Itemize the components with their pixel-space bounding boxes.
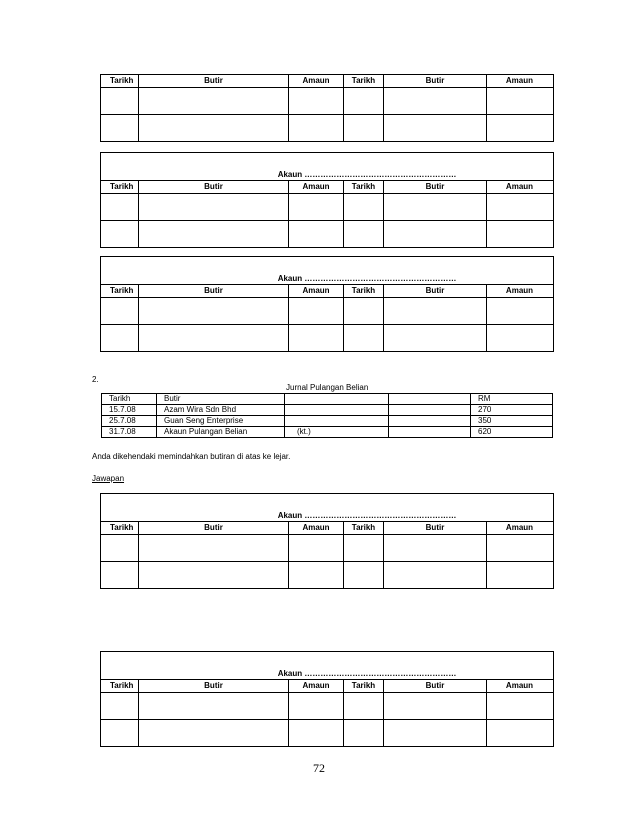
header-tarikh: Tarikh <box>344 181 384 194</box>
journal-cell-tarikh: 25.7.08 <box>102 416 157 427</box>
journal-cell-butir: Guan Seng Enterprise <box>157 416 285 427</box>
journal-cell-rm: 270 <box>471 405 553 416</box>
account-label: Akaun ………………………………………………… <box>277 669 457 678</box>
journal-cell-rm: 620 <box>471 427 553 438</box>
answer-label: Jawapan <box>92 474 125 483</box>
header-tarikh: Tarikh <box>101 522 139 535</box>
header-butir: Butir <box>139 522 289 535</box>
header-butir: Butir <box>139 285 289 298</box>
header-amaun: Amaun <box>289 522 344 535</box>
header-amaun: Amaun <box>487 181 554 194</box>
ledger-row <box>101 194 554 221</box>
header-tarikh: Tarikh <box>344 522 384 535</box>
journal-cell-folio <box>285 405 389 416</box>
journal-header-rm: RM <box>471 394 553 405</box>
header-tarikh: Tarikh <box>101 285 139 298</box>
page-number: 72 <box>313 761 325 775</box>
header-amaun: Amaun <box>289 285 344 298</box>
ledger-row <box>101 298 554 325</box>
header-butir: Butir <box>139 181 289 194</box>
header-butir: Butir <box>139 75 289 88</box>
header-tarikh: Tarikh <box>344 285 384 298</box>
ledger-row <box>101 720 554 747</box>
header-tarikh: Tarikh <box>344 75 384 88</box>
ledger-table-4 <box>100 493 554 589</box>
header-tarikh: Tarikh <box>101 680 139 693</box>
header-butir: Butir <box>384 680 487 693</box>
table-row <box>102 416 553 427</box>
header-butir: Butir <box>384 285 487 298</box>
instruction-text: Anda dikehendaki memindahkan butiran di atas ke lejar. <box>92 452 291 461</box>
journal-cell-tarikh: 31.7.08 <box>102 427 157 438</box>
journal-title: Jurnal Pulangan Belian <box>286 383 369 392</box>
header-tarikh: Tarikh <box>344 680 384 693</box>
question-number: 2. <box>92 375 99 384</box>
ledger-table-2 <box>100 152 554 248</box>
journal-header-tarikh: Tarikh <box>102 394 157 405</box>
journal-header-butir: Butir <box>157 394 285 405</box>
header-tarikh: Tarikh <box>101 75 139 88</box>
account-label: Akaun ………………………………………………… <box>277 274 457 283</box>
header-amaun: Amaun <box>487 285 554 298</box>
ledger-row <box>101 88 554 115</box>
header-tarikh: Tarikh <box>101 181 139 194</box>
journal-header-row <box>102 394 553 405</box>
ledger-row <box>101 221 554 248</box>
table-row <box>102 405 553 416</box>
header-butir: Butir <box>384 522 487 535</box>
ledger-row <box>101 115 554 142</box>
ledger-row <box>101 562 554 589</box>
journal-table <box>101 393 553 438</box>
account-label: Akaun ………………………………………………… <box>277 170 457 179</box>
ledger-row <box>101 693 554 720</box>
ledger-row <box>101 325 554 352</box>
journal-cell-folio: (kt.) <box>285 427 389 438</box>
header-amaun: Amaun <box>289 75 344 88</box>
journal-cell-butir: Akaun Pulangan Belian <box>157 427 285 438</box>
header-butir: Butir <box>384 75 487 88</box>
header-amaun: Amaun <box>487 75 554 88</box>
ledger-table-5 <box>100 651 554 747</box>
account-label: Akaun ………………………………………………… <box>277 511 457 520</box>
header-butir: Butir <box>139 680 289 693</box>
ledger-table-1 <box>100 74 554 142</box>
header-amaun: Amaun <box>487 522 554 535</box>
header-amaun: Amaun <box>289 181 344 194</box>
journal-cell-tarikh: 15.7.08 <box>102 405 157 416</box>
ledger-row <box>101 535 554 562</box>
journal-cell-butir: Azam Wira Sdn Bhd <box>157 405 285 416</box>
header-amaun: Amaun <box>289 680 344 693</box>
ledger-table-3 <box>100 256 554 352</box>
journal-cell-rm: 350 <box>471 416 553 427</box>
table-row <box>102 427 553 438</box>
journal-cell-folio <box>285 416 389 427</box>
header-amaun: Amaun <box>487 680 554 693</box>
header-butir: Butir <box>384 181 487 194</box>
